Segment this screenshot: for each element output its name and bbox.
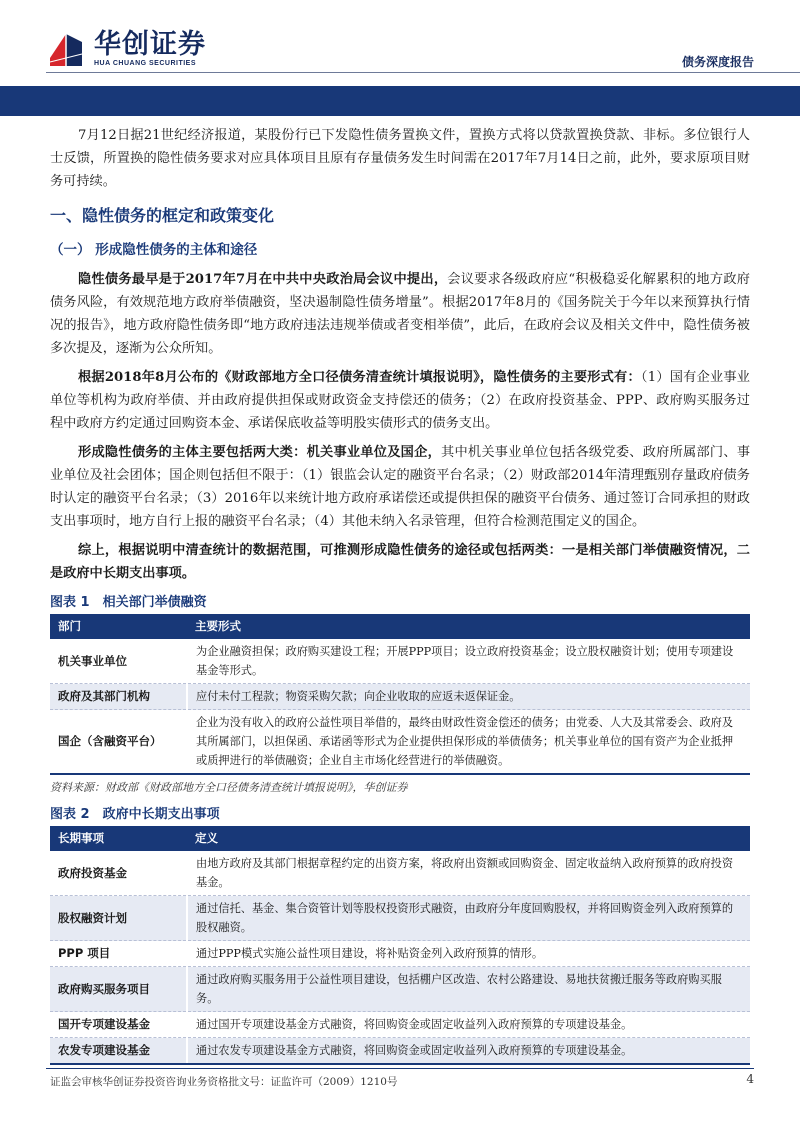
table-cell-form: 应付未付工程款；物资采购欠款；向企业收取的应返未返保证金。 xyxy=(187,684,750,710)
table-1-header-form: 主要形式 xyxy=(187,614,750,639)
header-band xyxy=(0,86,800,116)
table-2-title: 图表 2 政府中长期支出事项 xyxy=(50,807,220,822)
main-content xyxy=(50,124,750,1065)
brand-logo xyxy=(46,28,206,68)
table-row xyxy=(50,851,750,896)
paragraph-1-body: 会议要求各级政府应“积极稳妥化解累积的地方政府债务风险，有效规范地方政府举债融资，坚决遏制隐性债务增量”。根据2017年8月的《国务院关于今年以来预算执行情况的报告》，地方政府隐性债务即“地方政府违法违规举债或者变相举债”，此后，在政府会议及相关文件中，隐性债务被多次提及，逐渐为公众所知。 xyxy=(50,272,750,356)
table-row xyxy=(50,1038,750,1065)
table-cell-item: 农发专项建设基金 xyxy=(50,1038,187,1065)
page-number: 4 xyxy=(746,1072,754,1086)
report-type: 债务深度报告 xyxy=(681,55,754,69)
subsection-title: （一） 形成隐性债务的主体和途径 xyxy=(50,242,258,258)
table-cell-dept: 机关事业单位 xyxy=(50,639,187,684)
table-2-header-item: 长期事项 xyxy=(50,826,187,851)
logo-mark-icon xyxy=(46,28,86,68)
table-row xyxy=(50,941,750,967)
table-cell-form: 为企业融资担保；政府购买建设工程；开展PPP项目；设立政府投资基金；设立股权融资计划；使用专项建设基金等形式。 xyxy=(187,639,750,684)
paragraph-3-lead: 形成隐性债务的主体主要包括两大类：机关事业单位及国企， xyxy=(78,445,442,460)
paragraph-3-body: 其中机关事业单位包括各级党委、政府所属部门、事业单位及社会团体；国企则包括但不限于：（1）银监会认定的融资平台名录；（2）财政部2014年清理甄别存量政府债务时认定的融资平台名录；（3）2016年以来统计地方政府承诺偿还或提供担保的融资平台债务、通过签订合同承担的财政支出事项时，地方自行上报的融资平台名录；（4）其他未纳入名录管理，但符合检测范围定义的国企。 xyxy=(50,445,751,529)
table-row xyxy=(50,896,750,941)
paragraph-2-lead: 根据2018年8月公布的《财政部地方全口径债务清查统计填报说明》，隐性债务的主要形式有： xyxy=(78,370,641,385)
table-row xyxy=(50,639,750,684)
logo-en: HUA CHUANG SECURITIES xyxy=(94,59,197,67)
table-cell-form: 企业为没有收入的政府公益性项目举借的，最终由财政性资金偿还的债务；由党委、人大及其常委会、政府及其所属部门，以担保函、承诺函等形式为企业提供担保形成的举债债务；机关事业单位的国有资产为企业抵押或质押进行的举债融资；企业自主市场化经营进行的举债融资。 xyxy=(187,710,750,775)
table-cell-item: 股权融资计划 xyxy=(50,896,187,941)
table-cell-item: 政府投资基金 xyxy=(50,851,187,896)
table-1 xyxy=(50,614,750,775)
table-2-header-def: 定义 xyxy=(187,826,750,851)
table-cell-dept: 政府及其部门机构 xyxy=(50,684,187,710)
table-cell-dept: 国企（含融资平台） xyxy=(50,710,187,775)
paragraph-1-lead: 隐性债务最早是于2017年7月在中共中央政治局会议中提出， xyxy=(78,272,448,287)
table-cell-item: 国开专项建设基金 xyxy=(50,1012,187,1038)
table-row xyxy=(50,967,750,1012)
table-cell-def: 由地方政府及其部门根据章程约定的出资方案，将政府出资额或回购资金、固定收益纳入政府预算的政府投资基金。 xyxy=(187,851,750,896)
paragraph-4-lead: 综上，根据说明中清查统计的数据范围，可推测形成隐性债务的途径或包括两类：一是相关部门举债融资情况，二是政府中长期支出事项。 xyxy=(50,543,750,581)
table-cell-def: 通过政府购买服务用于公益性项目建设，包括棚户区改造、农村公路建设、易地扶贫搬迁服务等政府购买服务。 xyxy=(187,967,750,1012)
table-cell-item: 政府购买服务项目 xyxy=(50,967,187,1012)
table-cell-def: 通过农发专项建设基金方式融资，将回购资金或固定收益列入政府预算的专项建设基金。 xyxy=(187,1038,750,1065)
paragraph-4 xyxy=(50,539,750,585)
logo-cn: 华创证券 xyxy=(94,28,206,60)
table-1-header-dept: 部门 xyxy=(50,614,187,639)
table-cell-def: 通过信托、基金、集合资管计划等股权投资形式融资，由政府分年度回购股权，并将回购资金列入政府预算的股权融资。 xyxy=(187,896,750,941)
intro-paragraph: 7月12日据21世纪经济报道，某股份行已下发隐性债务置换文件，置换方式将以贷款置换贷款、非标。多位银行人士反馈，所置换的隐性债务要求对应具体项目且原有存量债务发生时间需在2017年7月14日之前，此外，要求原项目财务可持续。 xyxy=(50,128,750,189)
paragraph-2-body: （1）国有企业事业单位等机构为政府举债、并由政府提供担保或财政资金支持偿还的债务；（2）在政府投资基金、PPP、政府购买服务过程中政府方约定通过回购资本金、承诺保底收益等明股实债形式的债务支出。 xyxy=(50,370,750,431)
paragraph-2 xyxy=(50,366,750,435)
table-row xyxy=(50,1012,750,1038)
table-cell-item: PPP 项目 xyxy=(50,941,187,967)
table-cell-def: 通过国开专项建设基金方式融资，将回购资金或固定收益列入政府预算的专项建设基金。 xyxy=(187,1012,750,1038)
table-2 xyxy=(50,826,750,1065)
footer-license: 证监会审核华创证券投资咨询业务资格批文号：证监许可（2009）1210号 xyxy=(50,1076,398,1088)
table-cell-def: 通过PPP模式实施公益性项目建设，将补贴资金列入政府预算的情形。 xyxy=(187,941,750,967)
header-divider xyxy=(46,72,800,73)
paragraph-3 xyxy=(50,441,750,533)
footer-divider xyxy=(46,1068,754,1069)
table-row xyxy=(50,710,750,775)
paragraph-1 xyxy=(50,268,750,360)
table-row xyxy=(50,684,750,710)
page-header xyxy=(0,0,800,118)
table-1-title: 图表 1 相关部门举债融资 xyxy=(50,595,207,610)
table-1-source: 资料来源：财政部《财政部地方全口径债务清查统计填报说明》，华创证券 xyxy=(50,781,408,794)
section-title: 一、隐性债务的框定和政策变化 xyxy=(50,206,275,225)
